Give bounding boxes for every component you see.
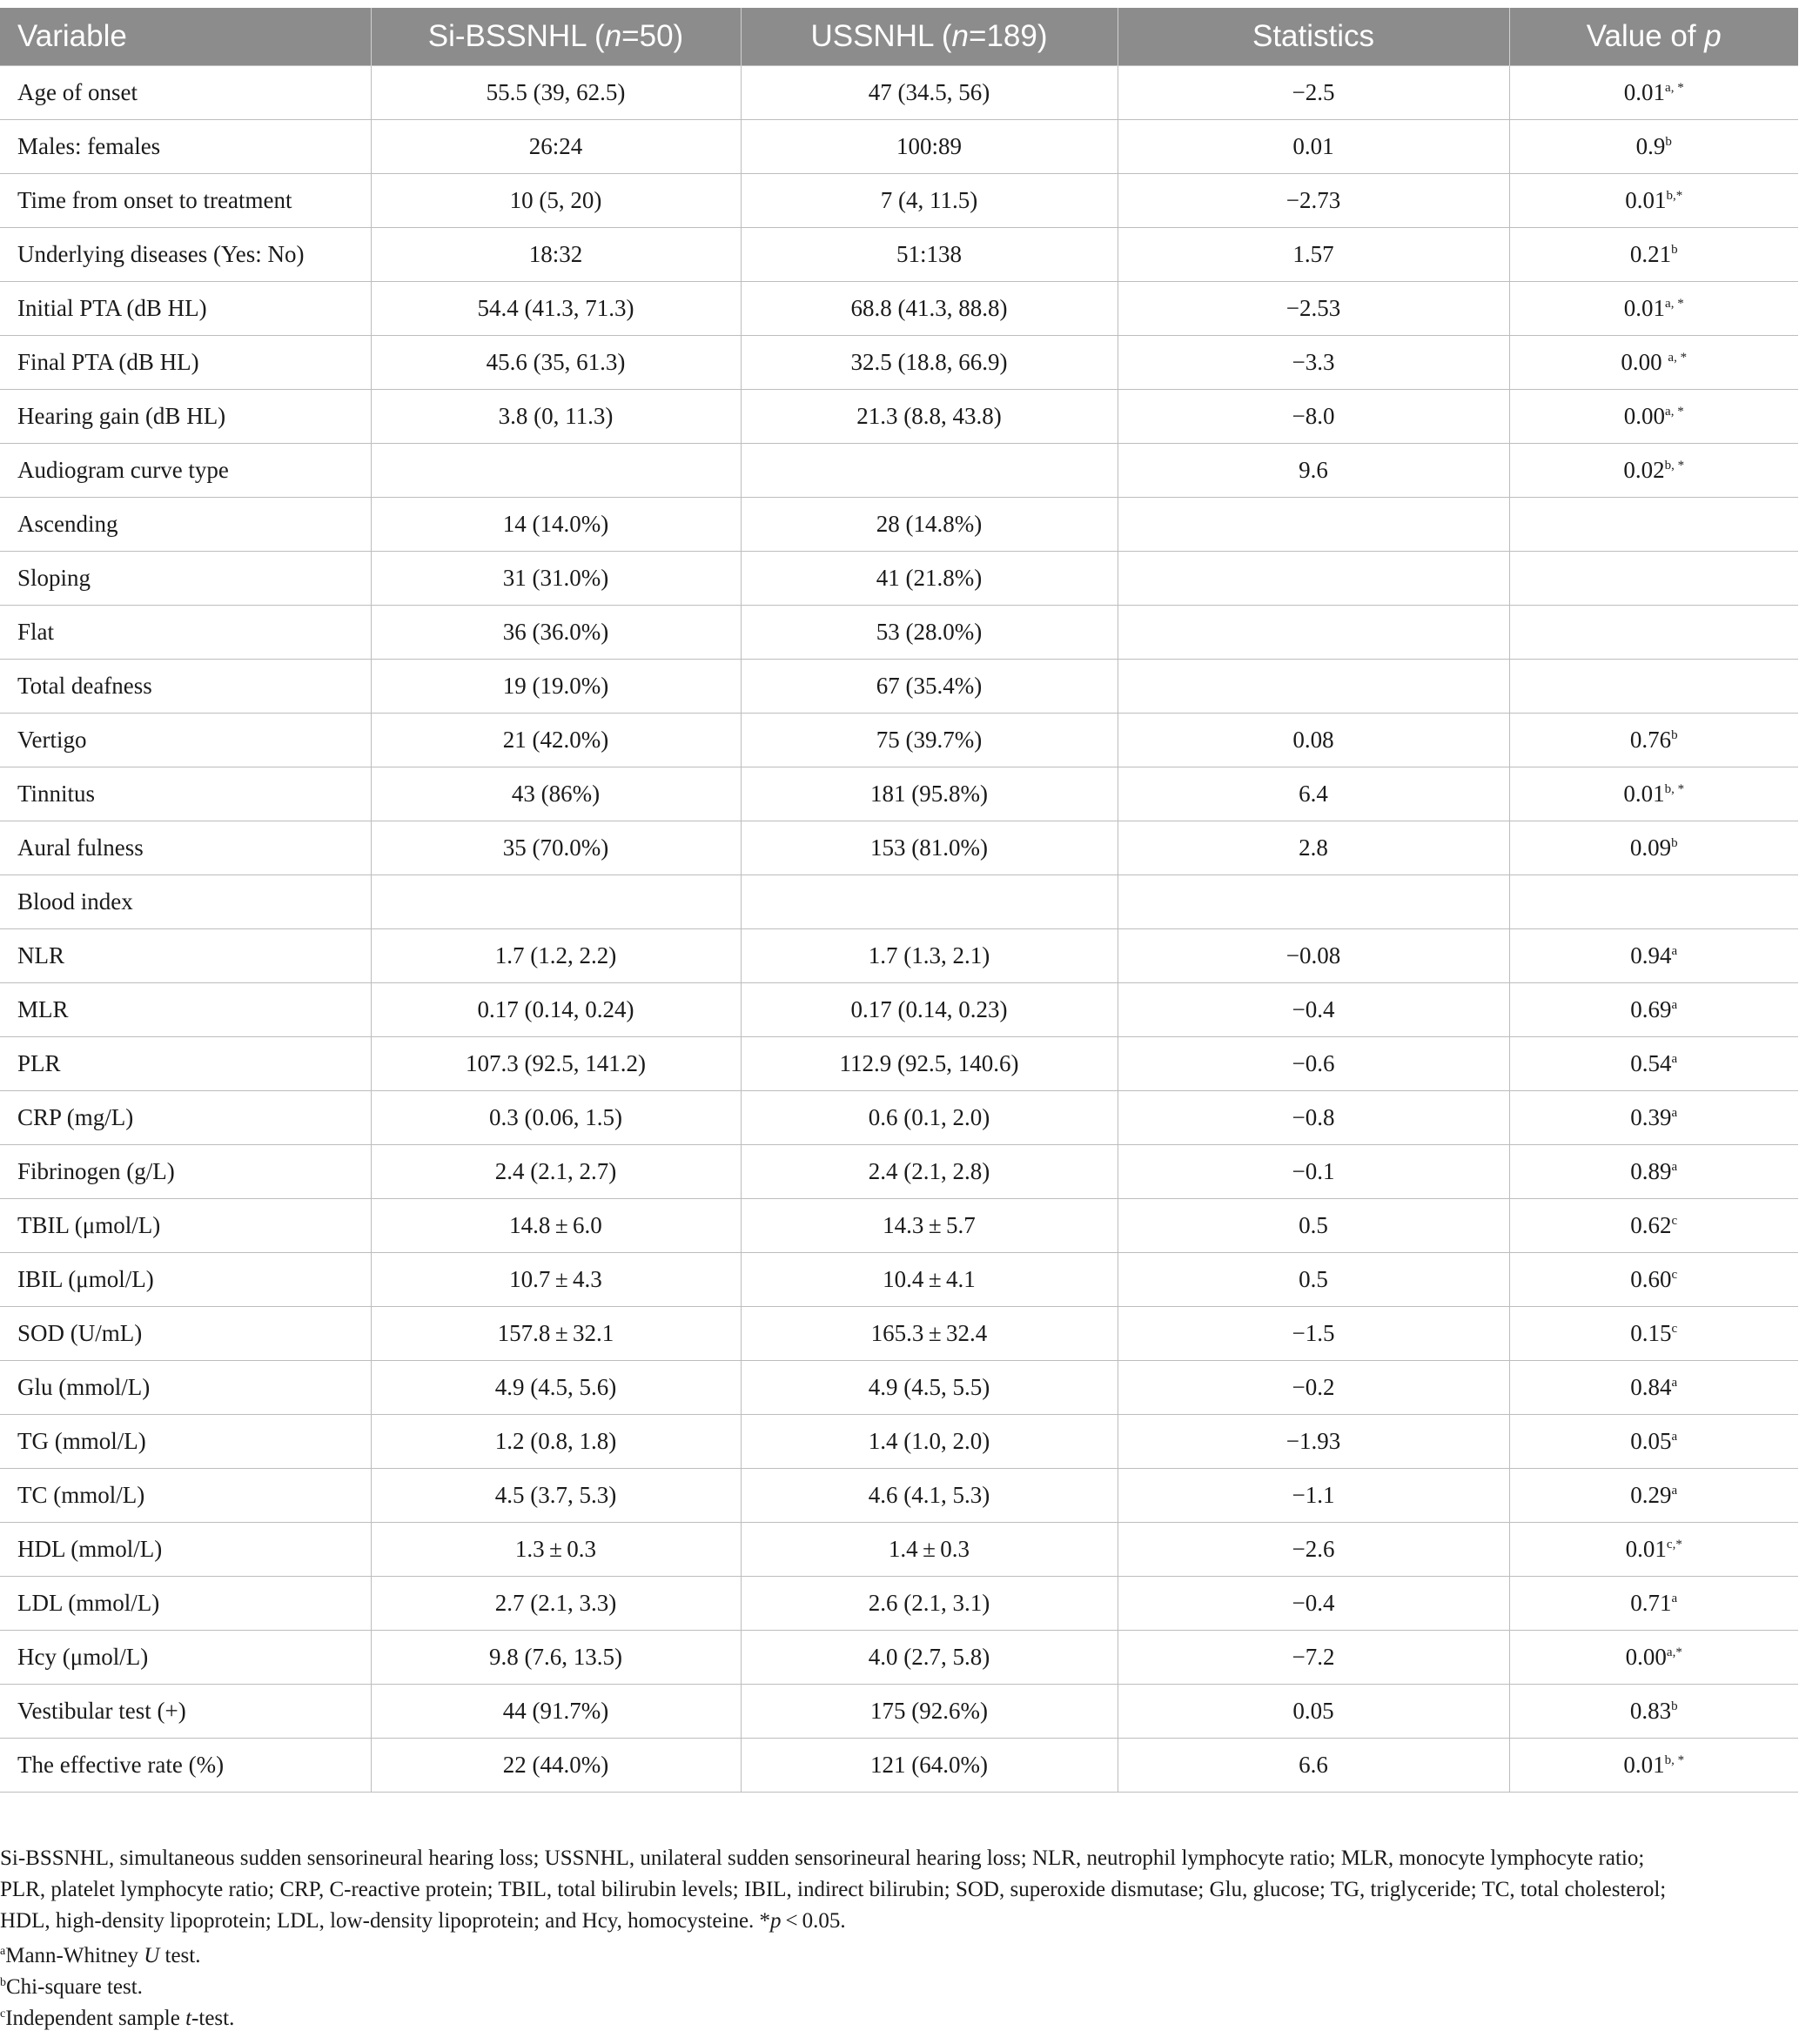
p-value-text: 0.09	[1629, 834, 1672, 861]
p-value-text: 0.01	[1623, 781, 1665, 807]
cell-p-value	[1509, 120, 1798, 174]
cell-ussnhl: 10.4 ± 4.1	[741, 1253, 1118, 1307]
cell-si-bssnhl: 36 (36.0%)	[371, 606, 741, 660]
cell-variable: Final PTA (dB HL)	[0, 336, 371, 390]
cell-variable: Vertigo	[0, 714, 371, 767]
p-value-text: 0.00	[1621, 349, 1668, 375]
cell-statistics: −2.73	[1118, 174, 1509, 228]
cell-ussnhl: 1.7 (1.3, 2.1)	[741, 929, 1118, 983]
cell-si-bssnhl: 10.7 ± 4.3	[371, 1253, 741, 1307]
cell-ussnhl: 51:138	[741, 228, 1118, 282]
cell-p-value	[1509, 1523, 1798, 1577]
cell-si-bssnhl: 0.3 (0.06, 1.5)	[371, 1091, 741, 1145]
results-table	[0, 8, 1798, 1793]
cell-si-bssnhl: 2.7 (2.1, 3.3)	[371, 1577, 741, 1631]
cell-p-value	[1509, 1145, 1798, 1199]
cell-p-value	[1509, 390, 1798, 444]
table-row	[0, 120, 1798, 174]
cell-variable: TG (mmol/L)	[0, 1415, 371, 1469]
cell-statistics: −2.6	[1118, 1523, 1509, 1577]
cell-ussnhl: 41 (21.8%)	[741, 552, 1118, 606]
cell-si-bssnhl: 43 (86%)	[371, 767, 741, 821]
cell-p-value	[1509, 1739, 1798, 1793]
cell-si-bssnhl: 3.8 (0, 11.3)	[371, 390, 741, 444]
table-body	[0, 66, 1798, 1793]
cell-p-value	[1509, 552, 1798, 606]
table-row	[0, 1145, 1798, 1199]
cell-variable: Age of onset	[0, 66, 371, 120]
table-row	[0, 1739, 1798, 1793]
cell-si-bssnhl: 1.3 ± 0.3	[371, 1523, 741, 1577]
cell-si-bssnhl: 45.6 (35, 61.3)	[371, 336, 741, 390]
cell-statistics: 6.4	[1118, 767, 1509, 821]
cell-ussnhl: 112.9 (92.5, 140.6)	[741, 1037, 1118, 1091]
table-row	[0, 390, 1798, 444]
cell-ussnhl: 1.4 (1.0, 2.0)	[741, 1415, 1118, 1469]
cell-si-bssnhl: 22 (44.0%)	[371, 1739, 741, 1793]
cell-si-bssnhl: 10 (5, 20)	[371, 174, 741, 228]
cell-p-value	[1509, 714, 1798, 767]
cell-si-bssnhl: 31 (31.0%)	[371, 552, 741, 606]
p-value-text: 0.01	[1623, 1752, 1665, 1778]
cell-p-value	[1509, 983, 1798, 1037]
cell-ussnhl: 1.4 ± 0.3	[741, 1523, 1118, 1577]
table-row	[0, 660, 1798, 714]
table-row	[0, 66, 1798, 120]
cell-statistics: −1.5	[1118, 1307, 1509, 1361]
cell-ussnhl: 75 (39.7%)	[741, 714, 1118, 767]
p-value-footnote-mark: c,*	[1666, 1538, 1682, 1551]
table-row	[0, 1091, 1798, 1145]
cell-p-value	[1509, 498, 1798, 552]
cell-ussnhl	[741, 444, 1118, 498]
table-row	[0, 821, 1798, 875]
cell-si-bssnhl: 1.7 (1.2, 2.2)	[371, 929, 741, 983]
p-value-footnote-mark: b, *	[1664, 459, 1685, 472]
p-value-text: 0.71	[1630, 1590, 1672, 1616]
p-value-text: 0.9	[1635, 133, 1666, 159]
cell-si-bssnhl: 1.2 (0.8, 1.8)	[371, 1415, 741, 1469]
p-value-footnote-mark: b	[1671, 836, 1678, 850]
cell-variable: Ascending	[0, 498, 371, 552]
p-value-footnote-mark: a	[1671, 998, 1678, 1012]
cell-ussnhl: 2.6 (2.1, 3.1)	[741, 1577, 1118, 1631]
p-value-footnote-mark: b, *	[1664, 782, 1685, 796]
table-row	[0, 552, 1798, 606]
abbreviations-note: Si-BSSNHL, simultaneous sudden sensorineural hearing loss; USSNHL, unilateral sudden sensorineural hearing loss; NLR, neutrophil lymphocyte ratio; MLR, monocyte lymphocyte ratio; PLR, platelet lymphocyte ratio; CRP, C-reactive protein; TBIL, total bilirubin levels; IBIL, indirect bilirubin; SOD, superoxide dismutase; Glu, glucose; TG, triglyceride; TC, total cholesterol; HDL, high-density lipoprotein; LDL, low-density lipoprotein; and Hcy, homocysteine. *p < 0.05.	[0, 1846, 1667, 1933]
cell-variable: Aural fulness	[0, 821, 371, 875]
cell-p-value	[1509, 1199, 1798, 1253]
cell-p-value	[1509, 1685, 1798, 1739]
cell-ussnhl: 21.3 (8.8, 43.8)	[741, 390, 1118, 444]
table-row	[0, 228, 1798, 282]
p-value-footnote-mark: c	[1671, 1268, 1678, 1282]
table-row	[0, 1361, 1798, 1415]
p-value-text: 0.02	[1623, 457, 1665, 483]
table-row	[0, 1685, 1798, 1739]
cell-statistics: 0.01	[1118, 120, 1509, 174]
cell-ussnhl: 181 (95.8%)	[741, 767, 1118, 821]
cell-si-bssnhl: 18:32	[371, 228, 741, 282]
p-value-text: 0.54	[1630, 1050, 1672, 1076]
cell-ussnhl: 0.6 (0.1, 2.0)	[741, 1091, 1118, 1145]
cell-ussnhl: 47 (34.5, 56)	[741, 66, 1118, 120]
footnote-c: $^c$Independent sample t-test.	[0, 2007, 235, 2030]
p-value-footnote-mark: a, *	[1665, 81, 1684, 95]
cell-statistics: −0.8	[1118, 1091, 1509, 1145]
cell-variable: Time from onset to treatment	[0, 174, 371, 228]
table-row	[0, 498, 1798, 552]
p-value-text: 0.29	[1630, 1482, 1672, 1508]
cell-p-value	[1509, 1631, 1798, 1685]
cell-ussnhl: 0.17 (0.14, 0.23)	[741, 983, 1118, 1037]
cell-p-value	[1509, 660, 1798, 714]
cell-statistics: −0.4	[1118, 1577, 1509, 1631]
cell-si-bssnhl: 0.17 (0.14, 0.24)	[371, 983, 741, 1037]
p-value-text: 0.60	[1630, 1266, 1672, 1292]
header-p-value: Value of p	[1509, 8, 1798, 66]
table-row	[0, 282, 1798, 336]
cell-variable: Tinnitus	[0, 767, 371, 821]
table-container	[0, 8, 1798, 1793]
cell-variable: Audiogram curve type	[0, 444, 371, 498]
cell-p-value	[1509, 821, 1798, 875]
table-row	[0, 444, 1798, 498]
cell-si-bssnhl: 9.8 (7.6, 13.5)	[371, 1631, 741, 1685]
table-footnotes	[0, 1843, 1793, 2034]
cell-statistics	[1118, 498, 1509, 552]
cell-ussnhl: 100:89	[741, 120, 1118, 174]
cell-si-bssnhl: 19 (19.0%)	[371, 660, 741, 714]
cell-ussnhl	[741, 875, 1118, 929]
cell-variable: Glu (mmol/L)	[0, 1361, 371, 1415]
table-row	[0, 767, 1798, 821]
p-value-footnote-mark: a	[1671, 1430, 1678, 1444]
cell-p-value	[1509, 444, 1798, 498]
cell-variable: Hearing gain (dB HL)	[0, 390, 371, 444]
cell-variable: Fibrinogen (g/L)	[0, 1145, 371, 1199]
cell-p-value	[1509, 1469, 1798, 1523]
p-value-text: 0.21	[1629, 241, 1672, 267]
cell-statistics: 1.57	[1118, 228, 1509, 282]
cell-variable: Total deafness	[0, 660, 371, 714]
cell-p-value	[1509, 1307, 1798, 1361]
cell-si-bssnhl	[371, 875, 741, 929]
cell-statistics: −0.08	[1118, 929, 1509, 983]
cell-ussnhl: 68.8 (41.3, 88.8)	[741, 282, 1118, 336]
cell-variable: Vestibular test (+)	[0, 1685, 371, 1739]
p-value-text: 0.01	[1625, 1536, 1667, 1562]
cell-variable: HDL (mmol/L)	[0, 1523, 371, 1577]
cell-variable: MLR	[0, 983, 371, 1037]
cell-si-bssnhl: 14.8 ± 6.0	[371, 1199, 741, 1253]
p-value-footnote-mark: a	[1671, 1484, 1678, 1498]
cell-variable: Underlying diseases (Yes: No)	[0, 228, 371, 282]
header-variable: Variable	[0, 8, 371, 66]
p-value-footnote-mark: c	[1671, 1214, 1678, 1228]
table-row	[0, 174, 1798, 228]
table-row	[0, 1523, 1798, 1577]
cell-p-value	[1509, 929, 1798, 983]
cell-p-value	[1509, 1361, 1798, 1415]
p-value-footnote-mark: b, *	[1664, 1753, 1685, 1767]
header-ussnhl: USSNHL (n=189)	[741, 8, 1118, 66]
p-value-footnote-mark: a	[1671, 944, 1678, 958]
table-row	[0, 1037, 1798, 1091]
cell-si-bssnhl: 2.4 (2.1, 2.7)	[371, 1145, 741, 1199]
cell-si-bssnhl: 107.3 (92.5, 141.2)	[371, 1037, 741, 1091]
table-row	[0, 983, 1798, 1037]
p-value-footnote-mark: b	[1671, 243, 1678, 257]
cell-ussnhl: 2.4 (2.1, 2.8)	[741, 1145, 1118, 1199]
p-value-footnote-mark: a, *	[1668, 351, 1688, 365]
table-row	[0, 1199, 1798, 1253]
cell-variable: LDL (mmol/L)	[0, 1577, 371, 1631]
p-value-text: 0.76	[1629, 727, 1672, 753]
table-row	[0, 606, 1798, 660]
cell-variable: PLR	[0, 1037, 371, 1091]
cell-variable: SOD (U/mL)	[0, 1307, 371, 1361]
cell-si-bssnhl: 4.5 (3.7, 5.3)	[371, 1469, 741, 1523]
cell-ussnhl: 4.6 (4.1, 5.3)	[741, 1469, 1118, 1523]
p-value-footnote-mark: a	[1671, 1052, 1678, 1066]
table-row	[0, 875, 1798, 929]
cell-ussnhl: 53 (28.0%)	[741, 606, 1118, 660]
cell-variable: Blood index	[0, 875, 371, 929]
cell-si-bssnhl: 26:24	[371, 120, 741, 174]
p-value-text: 0.62	[1630, 1212, 1672, 1238]
cell-ussnhl: 153 (81.0%)	[741, 821, 1118, 875]
cell-ussnhl: 32.5 (18.8, 66.9)	[741, 336, 1118, 390]
cell-ussnhl: 28 (14.8%)	[741, 498, 1118, 552]
cell-variable: Flat	[0, 606, 371, 660]
cell-statistics: −0.4	[1118, 983, 1509, 1037]
cell-ussnhl: 4.0 (2.7, 5.8)	[741, 1631, 1118, 1685]
cell-statistics	[1118, 552, 1509, 606]
cell-variable: TBIL (μmol/L)	[0, 1199, 371, 1253]
p-value-footnote-mark: a, *	[1665, 297, 1684, 311]
p-value-footnote-mark: a	[1671, 1592, 1678, 1605]
cell-p-value	[1509, 1253, 1798, 1307]
cell-p-value	[1509, 767, 1798, 821]
cell-si-bssnhl: 54.4 (41.3, 71.3)	[371, 282, 741, 336]
cell-p-value	[1509, 336, 1798, 390]
p-value-text: 0.83	[1629, 1698, 1672, 1724]
p-value-footnote-mark: b	[1671, 1699, 1678, 1713]
p-value-text: 0.00	[1623, 403, 1666, 429]
p-value-footnote-mark: a	[1671, 1106, 1678, 1120]
cell-statistics: −7.2	[1118, 1631, 1509, 1685]
cell-ussnhl: 67 (35.4%)	[741, 660, 1118, 714]
cell-statistics: −1.93	[1118, 1415, 1509, 1469]
table-row	[0, 714, 1798, 767]
p-value-footnote-mark: a, *	[1665, 405, 1684, 419]
header-statistics: Statistics	[1118, 8, 1509, 66]
cell-ussnhl: 4.9 (4.5, 5.5)	[741, 1361, 1118, 1415]
cell-si-bssnhl: 44 (91.7%)	[371, 1685, 741, 1739]
cell-statistics: −2.53	[1118, 282, 1509, 336]
table-row	[0, 1415, 1798, 1469]
cell-p-value	[1509, 228, 1798, 282]
cell-ussnhl: 14.3 ± 5.7	[741, 1199, 1118, 1253]
cell-variable: The effective rate (%)	[0, 1739, 371, 1793]
p-value-footnote-mark: c	[1671, 1322, 1678, 1336]
cell-variable: Hcy (μmol/L)	[0, 1631, 371, 1685]
p-value-text: 0.84	[1630, 1374, 1672, 1400]
cell-ussnhl: 165.3 ± 32.4	[741, 1307, 1118, 1361]
p-value-text: 0.89	[1630, 1158, 1672, 1184]
p-value-text: 0.05	[1630, 1428, 1672, 1454]
cell-statistics: −2.5	[1118, 66, 1509, 120]
p-value-text: 0.01	[1625, 187, 1667, 213]
p-value-text: 0.01	[1623, 295, 1666, 321]
p-value-text: 0.69	[1630, 996, 1672, 1022]
cell-variable: IBIL (μmol/L)	[0, 1253, 371, 1307]
p-value-text: 0.00	[1625, 1644, 1667, 1670]
table-row	[0, 1577, 1798, 1631]
p-value-text: 0.39	[1630, 1104, 1672, 1130]
cell-statistics: 6.6	[1118, 1739, 1509, 1793]
table-row	[0, 1631, 1798, 1685]
p-value-text: 0.15	[1630, 1320, 1672, 1346]
cell-si-bssnhl: 4.9 (4.5, 5.6)	[371, 1361, 741, 1415]
cell-variable: CRP (mg/L)	[0, 1091, 371, 1145]
cell-statistics: −0.6	[1118, 1037, 1509, 1091]
cell-si-bssnhl: 35 (70.0%)	[371, 821, 741, 875]
table-row	[0, 1253, 1798, 1307]
cell-statistics: −0.2	[1118, 1361, 1509, 1415]
cell-ussnhl: 175 (92.6%)	[741, 1685, 1118, 1739]
cell-si-bssnhl	[371, 444, 741, 498]
table-row	[0, 336, 1798, 390]
cell-variable: Males: females	[0, 120, 371, 174]
table-row	[0, 929, 1798, 983]
cell-p-value	[1509, 1577, 1798, 1631]
cell-si-bssnhl: 21 (42.0%)	[371, 714, 741, 767]
footnote-b: $^b$Chi-square test.	[0, 1975, 143, 1999]
cell-statistics	[1118, 660, 1509, 714]
cell-statistics: 0.5	[1118, 1253, 1509, 1307]
cell-si-bssnhl: 14 (14.0%)	[371, 498, 741, 552]
cell-variable: Initial PTA (dB HL)	[0, 282, 371, 336]
cell-variable: TC (mmol/L)	[0, 1469, 371, 1523]
table-row	[0, 1307, 1798, 1361]
p-value-footnote-mark: a,*	[1666, 1645, 1682, 1659]
cell-statistics: −1.1	[1118, 1469, 1509, 1523]
cell-variable: Sloping	[0, 552, 371, 606]
cell-statistics: −0.1	[1118, 1145, 1509, 1199]
cell-p-value	[1509, 1415, 1798, 1469]
cell-p-value	[1509, 606, 1798, 660]
cell-statistics: 0.08	[1118, 714, 1509, 767]
cell-p-value	[1509, 1091, 1798, 1145]
footnote-a: $^a$Mann-Whitney U test.	[0, 1944, 201, 1967]
p-value-text: 0.01	[1623, 79, 1666, 105]
p-value-footnote-mark: b	[1665, 135, 1672, 149]
cell-ussnhl: 7 (4, 11.5)	[741, 174, 1118, 228]
cell-p-value	[1509, 282, 1798, 336]
cell-statistics: 9.6	[1118, 444, 1509, 498]
cell-variable: NLR	[0, 929, 371, 983]
cell-statistics	[1118, 875, 1509, 929]
cell-p-value	[1509, 66, 1798, 120]
cell-statistics: 0.5	[1118, 1199, 1509, 1253]
p-value-footnote-mark: b,*	[1666, 189, 1683, 203]
cell-si-bssnhl: 157.8 ± 32.1	[371, 1307, 741, 1361]
p-value-footnote-mark: b	[1671, 728, 1678, 742]
p-value-footnote-mark: a	[1671, 1160, 1678, 1174]
cell-p-value	[1509, 875, 1798, 929]
table-row	[0, 1469, 1798, 1523]
cell-si-bssnhl: 55.5 (39, 62.5)	[371, 66, 741, 120]
header-si-bssnhl: Si-BSSNHL (n=50)	[371, 8, 741, 66]
p-value-footnote-mark: a	[1671, 1376, 1678, 1390]
cell-ussnhl: 121 (64.0%)	[741, 1739, 1118, 1793]
cell-p-value	[1509, 174, 1798, 228]
table-header-row	[0, 8, 1798, 66]
cell-statistics	[1118, 606, 1509, 660]
cell-p-value	[1509, 1037, 1798, 1091]
cell-statistics: −3.3	[1118, 336, 1509, 390]
cell-statistics: 2.8	[1118, 821, 1509, 875]
cell-statistics: −8.0	[1118, 390, 1509, 444]
cell-statistics: 0.05	[1118, 1685, 1509, 1739]
p-value-text: 0.94	[1630, 942, 1672, 968]
